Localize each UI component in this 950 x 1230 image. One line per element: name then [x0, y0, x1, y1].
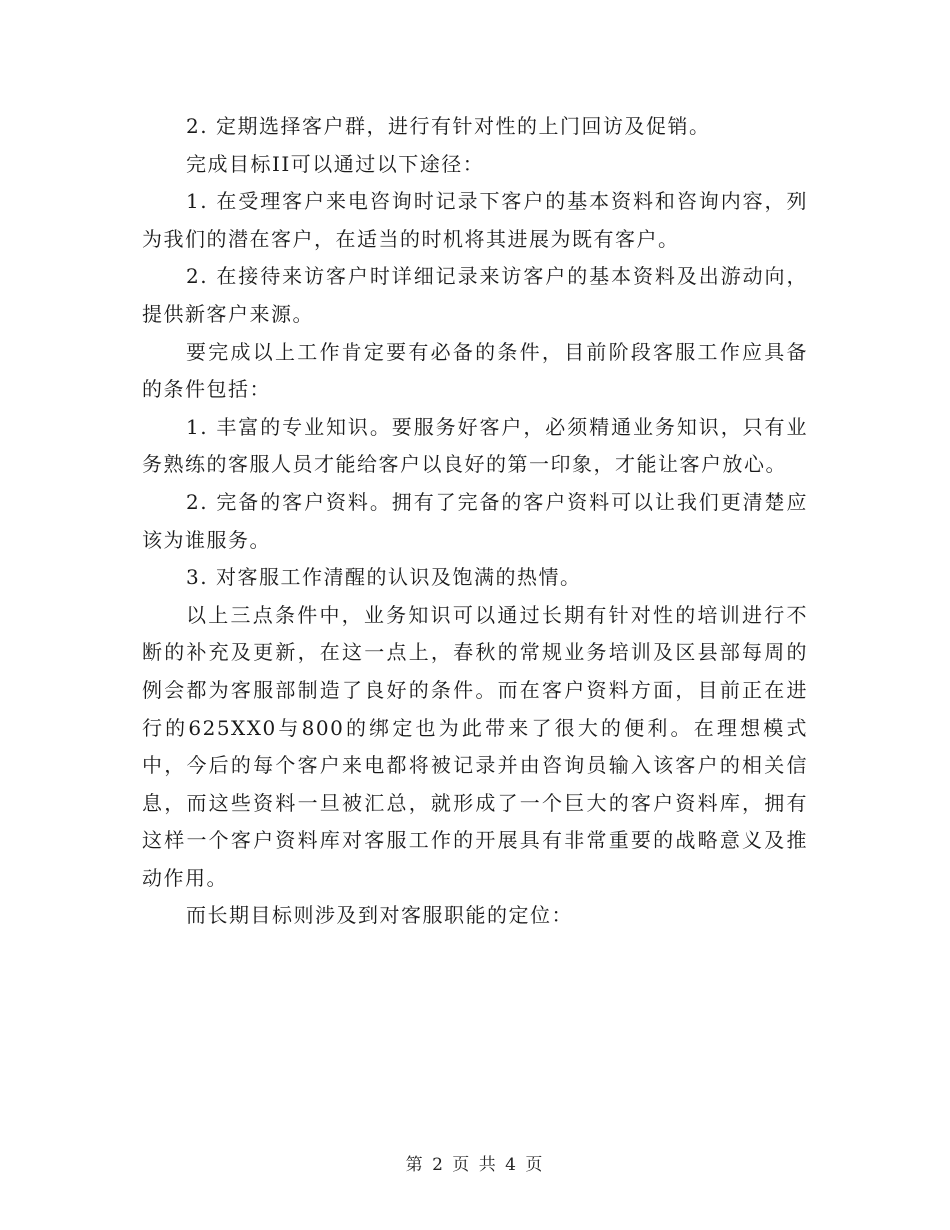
paragraph: 1. 丰富的专业知识。要服务好客户，必须精通业务知识，只有业务熟练的客服人员才能给客户以良好的第一印象，才能让客户放心。 — [142, 414, 808, 477]
paragraph: 而长期目标则涉及到对客服职能的定位： — [186, 903, 573, 928]
paragraph: 2. 定期选择客户群，进行有针对性的上门回访及促销。 — [186, 114, 711, 138]
page-number-footer: 第 2 页 共 4 页 — [405, 1155, 545, 1175]
paragraph: 3. 对客服工作清醒的认识及饱满的热情。 — [186, 565, 582, 590]
document-body — [142, 108, 808, 935]
paragraph: 2. 完备的客户资料。拥有了完备的客户资料可以让我们更清楚应该为谁服务。 — [142, 489, 808, 552]
paragraph: 2. 在接待来访客户时详细记录来访客户的基本资料及出游动向，提供新客户来源。 — [142, 264, 808, 326]
paragraph: 要完成以上工作肯定要有必备的条件，目前阶段客服工作应具备的条件包括： — [142, 339, 808, 402]
paragraph: 1. 在受理客户来电咨询时记录下客户的基本资料和咨询内容，列为我们的潜在客户，在适当的时机将其进展为既有客户。 — [142, 189, 808, 251]
paragraph: 以上三点条件中，业务知识可以通过长期有针对性的培训进行不断的补充及更新，在这一点上，春秋的常规业务培训及区县部每周的例会都为客服部制造了良好的条件。而在客户资料方面，目前正在进行的625XX0与800的绑定也为此带来了很大的便利。在理想模式中，今后的每个客户来电都将被记录并由咨询员输入该客户的相关信息，而这些资料一旦被汇总，就形成了一个巨大的客户资料库，拥有这样一个客户资料库对客服工作的开展具有非常重要的战略意义及推动作用。 — [142, 602, 808, 890]
paragraph: 完成目标II可以通过以下途径： — [186, 151, 485, 176]
